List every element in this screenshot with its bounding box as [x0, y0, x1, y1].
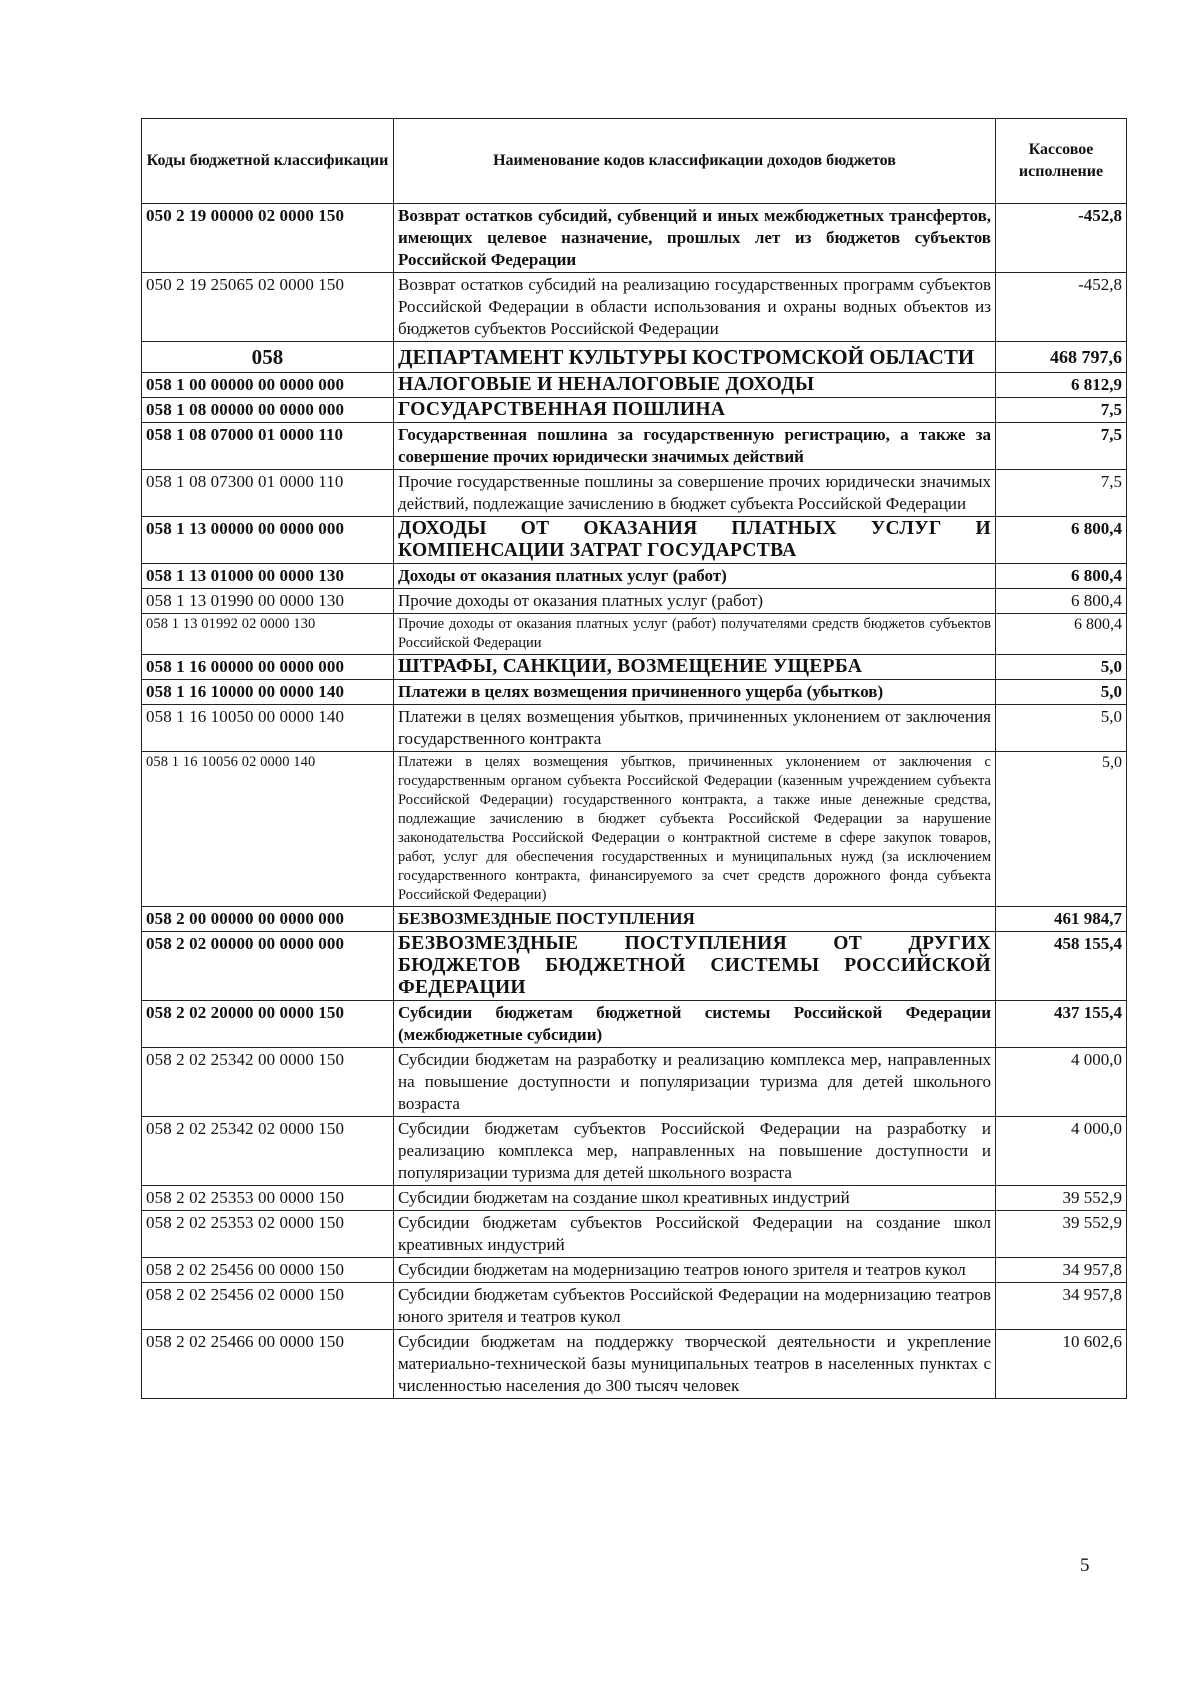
table-row: [142, 680, 1127, 705]
row-name: Субсидии бюджетам на поддержку творческой деятельности и укрепление материально-технической базы муниципальных театров в населенных пунктах с численностью населения до 300 тысяч человек: [394, 1330, 996, 1399]
row-name: Субсидии бюджетам на модернизацию театров юного зрителя и театров кукол: [394, 1258, 996, 1283]
row-sum: 5,0: [996, 752, 1127, 907]
table-row: [142, 1186, 1127, 1211]
row-name: Доходы от оказания платных услуг (работ): [394, 564, 996, 589]
row-sum: 5,0: [996, 680, 1127, 705]
row-sum: 6 800,4: [996, 564, 1127, 589]
row-name: Возврат остатков субсидий, субвенций и иных межбюджетных трансфертов, имеющих целевое назначение, прошлых лет из бюджетов субъектов Российской Федерации: [394, 204, 996, 273]
row-code: 058 1 13 01990 00 0000 130: [142, 589, 394, 614]
row-code: 058 1 08 00000 00 0000 000: [142, 398, 394, 423]
row-sum: 34 957,8: [996, 1283, 1127, 1330]
row-sum: 6 800,4: [996, 517, 1127, 564]
header-code: Коды бюджетной классификации: [142, 119, 394, 204]
row-sum: 7,5: [996, 423, 1127, 470]
row-sum: 6 812,9: [996, 373, 1127, 398]
row-code: 058 1 08 07000 01 0000 110: [142, 423, 394, 470]
row-sum: -452,8: [996, 273, 1127, 342]
row-name: Прочие доходы от оказания платных услуг (работ): [394, 589, 996, 614]
row-name: Субсидии бюджетам на разработку и реализацию комплекса мер, направленных на повышение доступности и популяризации туризма для детей школьного возраста: [394, 1048, 996, 1117]
row-name: Возврат остатков субсидий на реализацию государственных программ субъектов Российской Федерации в области использования и охраны водных объектов из бюджетов субъектов Российской Федерации: [394, 273, 996, 342]
row-sum: 7,5: [996, 470, 1127, 517]
row-code: 058 2 00 00000 00 0000 000: [142, 907, 394, 932]
table-row: [142, 752, 1127, 907]
row-code: 058 2 02 25353 00 0000 150: [142, 1186, 394, 1211]
row-name: Субсидии бюджетам субъектов Российской Федерации на модернизацию театров юного зрителя и театров кукол: [394, 1283, 996, 1330]
row-sum: 4 000,0: [996, 1117, 1127, 1186]
row-name: ДОХОДЫ ОТ ОКАЗАНИЯ ПЛАТНЫХ УСЛУГ И КОМПЕНСАЦИИ ЗАТРАТ ГОСУДАРСТВА: [394, 517, 996, 564]
row-code: 058: [142, 342, 394, 373]
row-name: Платежи в целях возмещения причиненного ущерба (убытков): [394, 680, 996, 705]
row-name: Платежи в целях возмещения убытков, причиненных уклонением от заключения государственного контракта: [394, 705, 996, 752]
table-row: [142, 1258, 1127, 1283]
row-name: Государственная пошлина за государственную регистрацию, а также за совершение прочих юридически значимых действий: [394, 423, 996, 470]
table-row: [142, 1117, 1127, 1186]
table-row: [142, 932, 1127, 1001]
table-row: [142, 398, 1127, 423]
table-row: [142, 1048, 1127, 1117]
budget-sheet: [141, 118, 1126, 1399]
row-code: 058 1 16 10000 00 0000 140: [142, 680, 394, 705]
table-row: [142, 1283, 1127, 1330]
row-code: 058 2 02 25456 02 0000 150: [142, 1283, 394, 1330]
table-row: [142, 589, 1127, 614]
row-sum: 39 552,9: [996, 1211, 1127, 1258]
table-row: [142, 1211, 1127, 1258]
row-code: 058 2 02 25342 02 0000 150: [142, 1117, 394, 1186]
row-code: 058 1 13 00000 00 0000 000: [142, 517, 394, 564]
table-row: [142, 564, 1127, 589]
row-name: Прочие государственные пошлины за совершение прочих юридически значимых действий, подлежащие зачислению в бюджет субъекта Российской Федерации: [394, 470, 996, 517]
row-name: Субсидии бюджетам на создание школ креативных индустрий: [394, 1186, 996, 1211]
row-sum: 10 602,6: [996, 1330, 1127, 1399]
row-code: 058 2 02 20000 00 0000 150: [142, 1001, 394, 1048]
table-row: [142, 273, 1127, 342]
row-sum: 5,0: [996, 655, 1127, 680]
row-name: Субсидии бюджетам бюджетной системы Российской Федерации (межбюджетные субсидии): [394, 1001, 996, 1048]
table-row: [142, 423, 1127, 470]
row-name: НАЛОГОВЫЕ И НЕНАЛОГОВЫЕ ДОХОДЫ: [394, 373, 996, 398]
table-row-department: [142, 342, 1127, 373]
table-row: [142, 373, 1127, 398]
row-code: 058 2 02 25456 00 0000 150: [142, 1258, 394, 1283]
row-code: 058 2 02 00000 00 0000 000: [142, 932, 394, 1001]
row-name: ГОСУДАРСТВЕННАЯ ПОШЛИНА: [394, 398, 996, 423]
row-code: 058 1 16 10056 02 0000 140: [142, 752, 394, 907]
table-row: [142, 204, 1127, 273]
row-name: БЕЗВОЗМЕЗДНЫЕ ПОСТУПЛЕНИЯ ОТ ДРУГИХ БЮДЖЕТОВ БЮДЖЕТНОЙ СИСТЕМЫ РОССИЙСКОЙ ФЕДЕРАЦИИ: [394, 932, 996, 1001]
row-name: Платежи в целях возмещения убытков, причиненных уклонением от заключения с государственным органом субъекта Российской Федерации (казенным учреждением субъекта Российской Федерации) государственного контракта, а также иные денежные средства, подлежащие зачислению в бюджет субъекта Российской Федерации за нарушение законодательства Российской Федерации о контрактной системе в сфере закупок товаров, работ, услуг для обеспечения государственных и муниципальных нужд (за исключением государственного контракта, финансируемого за счет средств дорожного фонда субъекта Российской Федерации): [394, 752, 996, 907]
table-row: [142, 1001, 1127, 1048]
row-code: 058 1 08 07300 01 0000 110: [142, 470, 394, 517]
table-row: [142, 907, 1127, 932]
row-code: 058 2 02 25342 00 0000 150: [142, 1048, 394, 1117]
row-name: ДЕПАРТАМЕНТ КУЛЬТУРЫ КОСТРОМСКОЙ ОБЛАСТИ: [394, 342, 996, 373]
row-sum: 458 155,4: [996, 932, 1127, 1001]
row-code: 058 1 13 01992 02 0000 130: [142, 614, 394, 655]
row-sum: 461 984,7: [996, 907, 1127, 932]
row-name: Субсидии бюджетам субъектов Российской Федерации на создание школ креативных индустрий: [394, 1211, 996, 1258]
row-name: Субсидии бюджетам субъектов Российской Федерации на разработку и реализацию комплекса мер, направленных на повышение доступности и популяризации туризма для детей школьного возраста: [394, 1117, 996, 1186]
table-row: [142, 705, 1127, 752]
row-code: 058 1 16 00000 00 0000 000: [142, 655, 394, 680]
table-row: [142, 1330, 1127, 1399]
header-name: Наименование кодов классификации доходов бюджетов: [394, 119, 996, 204]
budget-revenue-table: [141, 118, 1127, 1399]
row-name: Прочие доходы от оказания платных услуг (работ) получателями средств бюджетов субъектов Российской Федерации: [394, 614, 996, 655]
row-sum: 437 155,4: [996, 1001, 1127, 1048]
row-code: 058 1 13 01000 00 0000 130: [142, 564, 394, 589]
row-code: 050 2 19 25065 02 0000 150: [142, 273, 394, 342]
row-code: 050 2 19 00000 02 0000 150: [142, 204, 394, 273]
row-sum: 5,0: [996, 705, 1127, 752]
row-name: ШТРАФЫ, САНКЦИИ, ВОЗМЕЩЕНИЕ УЩЕРБА: [394, 655, 996, 680]
row-sum: 6 800,4: [996, 589, 1127, 614]
row-sum: 39 552,9: [996, 1186, 1127, 1211]
row-sum: 4 000,0: [996, 1048, 1127, 1117]
row-name: БЕЗВОЗМЕЗДНЫЕ ПОСТУПЛЕНИЯ: [394, 907, 996, 932]
table-header-row: [142, 119, 1127, 204]
row-code: 058 2 02 25466 00 0000 150: [142, 1330, 394, 1399]
row-sum: 7,5: [996, 398, 1127, 423]
header-sum: Кассовое исполнение: [996, 119, 1127, 204]
row-code: 058 1 00 00000 00 0000 000: [142, 373, 394, 398]
row-sum: 34 957,8: [996, 1258, 1127, 1283]
table-row: [142, 470, 1127, 517]
row-sum: -452,8: [996, 204, 1127, 273]
row-code: 058 2 02 25353 02 0000 150: [142, 1211, 394, 1258]
row-sum: 6 800,4: [996, 614, 1127, 655]
table-row: [142, 614, 1127, 655]
row-sum: 468 797,6: [996, 342, 1127, 373]
table-row: [142, 517, 1127, 564]
row-code: 058 1 16 10050 00 0000 140: [142, 705, 394, 752]
table-row: [142, 655, 1127, 680]
page-number: 5: [1080, 1555, 1090, 1576]
